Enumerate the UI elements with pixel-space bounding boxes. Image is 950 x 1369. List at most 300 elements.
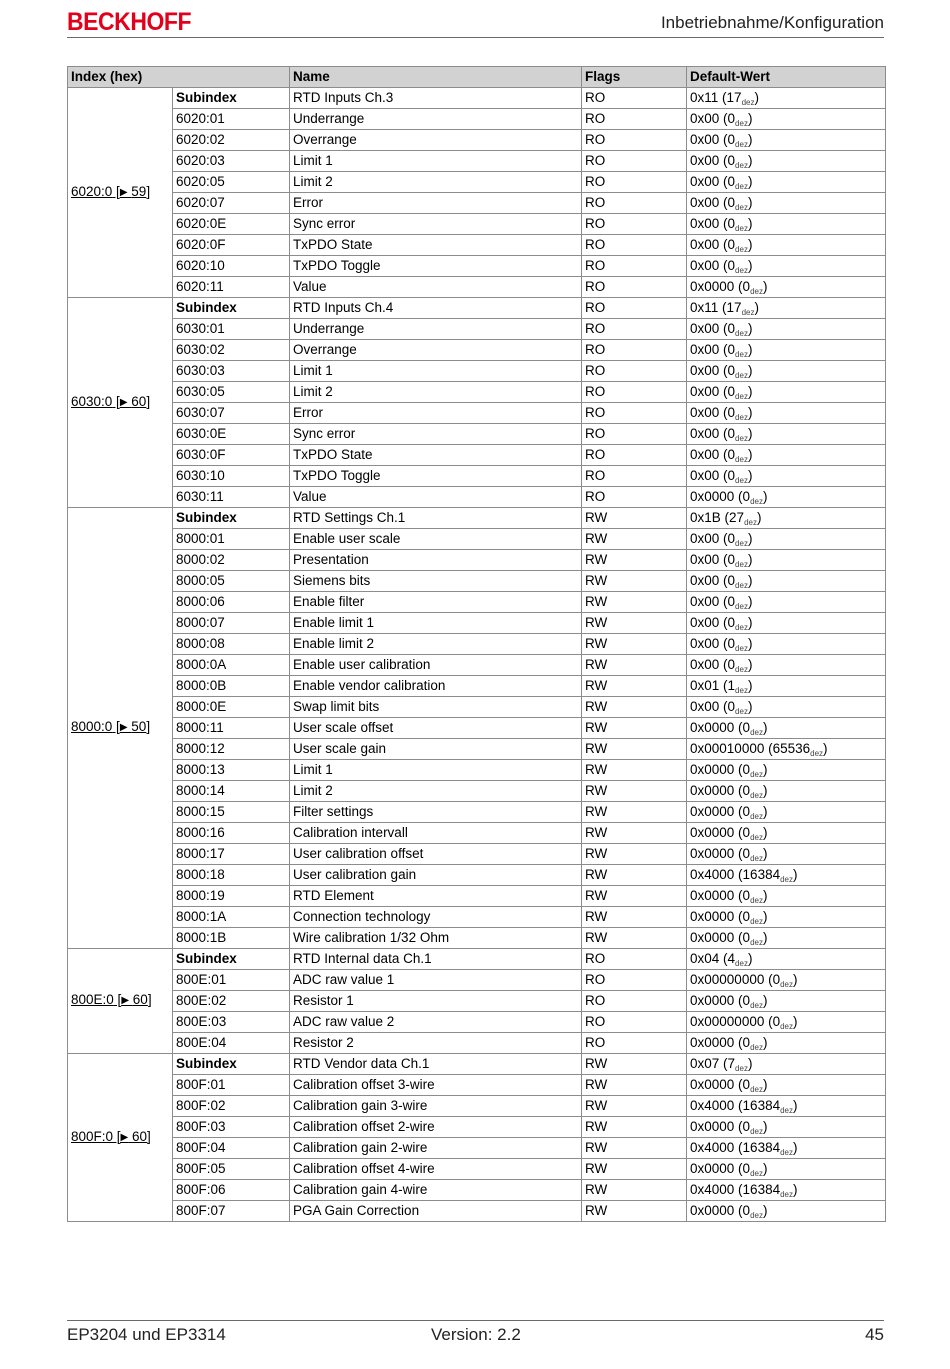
closing-paren: ): [747, 342, 753, 357]
flags-cell: RO: [582, 214, 687, 235]
table-row: [68, 781, 886, 802]
decimal-subscript: dez: [750, 1211, 763, 1220]
default-value-cell: [687, 277, 886, 298]
name-cell: Filter settings: [290, 802, 582, 823]
flags-cell: RW: [582, 550, 687, 571]
default-value: 0x00 (0: [690, 111, 736, 126]
decimal-subscript: dez: [735, 266, 748, 275]
closing-paren: ): [747, 153, 753, 168]
default-value: 0x0000 (0: [690, 846, 751, 861]
default-value-cell: [687, 970, 886, 991]
closing-paren: ): [747, 636, 753, 651]
default-value-cell: [687, 235, 886, 256]
decimal-subscript: dez: [750, 896, 763, 905]
subindex-cell: 6020:0F: [173, 235, 290, 256]
name-cell: Enable vendor calibration: [290, 676, 582, 697]
flags-cell: RW: [582, 634, 687, 655]
name-cell: Underrange: [290, 109, 582, 130]
default-value-cell: [687, 991, 886, 1012]
default-value-cell: [687, 109, 886, 130]
table-row: [68, 193, 886, 214]
default-value-cell: [687, 298, 886, 319]
closing-paren: ): [747, 447, 753, 462]
flags-cell: RO: [582, 424, 687, 445]
default-value-cell: [687, 424, 886, 445]
flags-cell: RO: [582, 382, 687, 403]
decimal-subscript: dez: [735, 539, 748, 548]
default-value: 0x0000 (0: [690, 930, 751, 945]
subindex-cell: 8000:12: [173, 739, 290, 760]
subindex-cell: 6020:11: [173, 277, 290, 298]
subindex-cell: Subindex: [173, 88, 290, 109]
name-cell: Swap limit bits: [290, 697, 582, 718]
subindex-cell: 6030:0F: [173, 445, 290, 466]
table-row: [68, 886, 886, 907]
default-value: 0x00 (0: [690, 321, 736, 336]
decimal-subscript: dez: [735, 245, 748, 254]
page-reference: 50: [131, 719, 147, 734]
default-value-cell: [687, 1201, 886, 1222]
default-value-cell: [687, 844, 886, 865]
name-cell: Limit 2: [290, 781, 582, 802]
index-value: 6020:0: [71, 183, 113, 199]
default-value: 0x11 (17: [690, 90, 742, 105]
flags-cell: RO: [582, 88, 687, 109]
decimal-subscript: dez: [735, 119, 748, 128]
flags-cell: RO: [582, 949, 687, 970]
object-dictionary-table: [67, 66, 886, 1222]
page-reference: 60: [132, 992, 148, 1007]
flags-cell: RW: [582, 865, 687, 886]
table-row: [68, 382, 886, 403]
default-value: 0x1B (27: [690, 510, 745, 525]
decimal-subscript: dez: [735, 623, 748, 632]
name-cell: Enable limit 2: [290, 634, 582, 655]
closing-paren: ): [747, 174, 753, 189]
default-value: 0x00 (0: [690, 174, 736, 189]
subindex-cell: 800F:02: [173, 1096, 290, 1117]
name-cell: RTD Settings Ch.1: [290, 508, 582, 529]
closing-paren: ): [747, 573, 753, 588]
subindex-cell: 800F:03: [173, 1117, 290, 1138]
default-value-cell: [687, 130, 886, 151]
index-link[interactable]: 800E:0 [▶ 60]: [71, 992, 152, 1007]
subindex-cell: 6030:03: [173, 361, 290, 382]
flags-cell: RO: [582, 361, 687, 382]
default-value: 0x0000 (0: [690, 1119, 751, 1134]
index-link[interactable]: 6030:0 [▶ 60]: [71, 393, 151, 409]
page-reference: 60: [132, 1128, 148, 1144]
closing-paren: ): [762, 909, 768, 924]
table-row: [68, 1159, 886, 1180]
default-value: 0x00 (0: [690, 657, 736, 672]
subindex-cell: 8000:06: [173, 592, 290, 613]
decimal-subscript: dez: [735, 959, 748, 968]
index-cell: [68, 949, 173, 1054]
flags-cell: RO: [582, 193, 687, 214]
table-row: [68, 445, 886, 466]
closing-paren: ): [762, 825, 768, 840]
default-value: 0x00 (0: [690, 426, 736, 441]
beckhoff-logo: BECKHOFF: [67, 8, 192, 36]
closing-paren: ): [747, 426, 753, 441]
decimal-subscript: dez: [750, 1127, 763, 1136]
table-row: [68, 802, 886, 823]
default-value: 0x04 (4: [690, 951, 736, 966]
flags-cell: RO: [582, 130, 687, 151]
decimal-subscript: dez: [750, 1169, 763, 1178]
name-cell: Calibration offset 2-wire: [290, 1117, 582, 1138]
decimal-subscript: dez: [735, 455, 748, 464]
default-value-cell: [687, 1096, 886, 1117]
triangle-right-icon: ▶: [120, 1131, 129, 1143]
closing-paren: ): [793, 1014, 798, 1029]
name-cell: RTD Vendor data Ch.1: [290, 1054, 582, 1075]
default-value: 0x00 (0: [690, 468, 736, 483]
closing-paren: ): [747, 384, 753, 399]
name-cell: User calibration gain: [290, 865, 582, 886]
default-value-cell: [687, 718, 886, 739]
default-value: 0x0000 (0: [690, 720, 751, 735]
default-value-cell: [687, 487, 886, 508]
default-value-cell: [687, 508, 886, 529]
decimal-subscript: dez: [735, 560, 748, 569]
col-header-name: Name: [290, 67, 582, 88]
subindex-cell: 800E:04: [173, 1033, 290, 1054]
default-value: 0x4000 (16384: [690, 1182, 781, 1197]
index-cell: [68, 508, 173, 949]
col-header-index: Index (hex): [68, 67, 290, 88]
table-row: [68, 697, 886, 718]
default-value: 0x00 (0: [690, 447, 736, 462]
subindex-cell: 8000:0E: [173, 697, 290, 718]
subindex-cell: 6030:10: [173, 466, 290, 487]
decimal-subscript: dez: [750, 917, 763, 926]
name-cell: Overrange: [290, 130, 582, 151]
flags-cell: RO: [582, 151, 687, 172]
decimal-subscript: dez: [750, 1085, 763, 1094]
flags-cell: RW: [582, 592, 687, 613]
flags-cell: RO: [582, 466, 687, 487]
table-row: [68, 277, 886, 298]
footer-page-number: 45: [865, 1325, 884, 1344]
default-value-cell: [687, 193, 886, 214]
default-value: 0x00 (0: [690, 153, 736, 168]
name-cell: User scale gain: [290, 739, 582, 760]
default-value-cell: [687, 529, 886, 550]
subindex-cell: 6020:03: [173, 151, 290, 172]
default-value: 0x0000 (0: [690, 762, 751, 777]
flags-cell: RO: [582, 277, 687, 298]
flags-cell: RO: [582, 109, 687, 130]
decimal-subscript: dez: [735, 371, 748, 380]
subindex-cell: 8000:19: [173, 886, 290, 907]
closing-paren: ): [747, 258, 753, 273]
footer-divider: [67, 1320, 884, 1321]
closing-paren: ): [747, 405, 753, 420]
default-value: 0x00 (0: [690, 237, 736, 252]
subindex-cell: 6020:0E: [173, 214, 290, 235]
subindex-cell: Subindex: [173, 508, 290, 529]
default-value: 0x00 (0: [690, 699, 736, 714]
table-row: [68, 151, 886, 172]
subindex-cell: 800F:06: [173, 1180, 290, 1201]
default-value-cell: [687, 445, 886, 466]
table-row: [68, 949, 886, 970]
closing-paren: ): [747, 216, 753, 231]
closing-paren: ): [762, 1035, 768, 1050]
name-cell: TxPDO Toggle: [290, 466, 582, 487]
decimal-subscript: dez: [780, 1148, 793, 1157]
default-value-cell: [687, 550, 886, 571]
default-value-cell: [687, 1159, 886, 1180]
decimal-subscript: dez: [735, 665, 748, 674]
name-cell: Enable user scale: [290, 529, 582, 550]
default-value-cell: [687, 1054, 886, 1075]
name-cell: Error: [290, 193, 582, 214]
subindex-cell: Subindex: [173, 949, 290, 970]
default-value: 0x00 (0: [690, 384, 736, 399]
decimal-subscript: dez: [750, 770, 763, 779]
decimal-subscript: dez: [741, 98, 755, 107]
default-value: 0x0000 (0: [690, 489, 751, 504]
default-value-cell: [687, 781, 886, 802]
closing-paren: ): [747, 321, 753, 336]
flags-cell: RO: [582, 340, 687, 361]
name-cell: Overrange: [290, 340, 582, 361]
flags-cell: RO: [582, 298, 687, 319]
subindex-cell: 6020:10: [173, 256, 290, 277]
footer-version: Version: 2.2: [431, 1325, 521, 1344]
index-link[interactable]: 800F:0 [▶ 60]: [71, 1128, 151, 1144]
default-value: 0x00 (0: [690, 342, 736, 357]
name-cell: Calibration gain 4-wire: [290, 1180, 582, 1201]
subindex-cell: 800F:05: [173, 1159, 290, 1180]
flags-cell: RW: [582, 508, 687, 529]
flags-cell: RO: [582, 991, 687, 1012]
default-value-cell: [687, 1138, 886, 1159]
closing-paren: ): [747, 1056, 753, 1071]
default-value-cell: [687, 1117, 886, 1138]
name-cell: RTD Internal data Ch.1: [290, 949, 582, 970]
table-row: [68, 340, 886, 361]
default-value: 0x0000 (0: [690, 909, 751, 924]
name-cell: Sync error: [290, 424, 582, 445]
table-row: [68, 634, 886, 655]
name-cell: Enable limit 1: [290, 613, 582, 634]
decimal-subscript: dez: [735, 224, 748, 233]
closing-paren: ): [762, 804, 768, 819]
closing-paren: ): [747, 678, 753, 693]
default-value-cell: [687, 634, 886, 655]
closing-paren: ): [793, 972, 798, 987]
name-cell: Enable filter: [290, 592, 582, 613]
name-cell: Sync error: [290, 214, 582, 235]
table-row: [68, 466, 886, 487]
closing-paren: ): [747, 615, 753, 630]
flags-cell: RO: [582, 172, 687, 193]
default-value: 0x00 (0: [690, 594, 736, 609]
table-row: [68, 298, 886, 319]
flags-cell: RW: [582, 739, 687, 760]
page-reference: 59: [131, 183, 147, 199]
closing-paren: ): [793, 867, 798, 882]
decimal-subscript: dez: [735, 203, 748, 212]
subindex-cell: 6020:05: [173, 172, 290, 193]
subindex-cell: 800E:01: [173, 970, 290, 991]
default-value: 0x0000 (0: [690, 1035, 751, 1050]
index-cell: [68, 88, 173, 298]
triangle-right-icon: ▶: [119, 186, 128, 198]
flags-cell: RO: [582, 1012, 687, 1033]
name-cell: Connection technology: [290, 907, 582, 928]
subindex-cell: 800F:01: [173, 1075, 290, 1096]
name-cell: Limit 2: [290, 382, 582, 403]
subindex-cell: 8000:11: [173, 718, 290, 739]
index-cell: [68, 1054, 173, 1222]
decimal-subscript: dez: [750, 728, 763, 737]
default-value-cell: [687, 613, 886, 634]
subindex-cell: 6030:07: [173, 403, 290, 424]
decimal-subscript: dez: [735, 392, 748, 401]
index-link[interactable]: 6020:0 [▶ 59]: [71, 183, 151, 199]
default-value-cell: [687, 676, 886, 697]
flags-cell: RO: [582, 319, 687, 340]
default-value: 0x00 (0: [690, 573, 736, 588]
default-value-cell: [687, 340, 886, 361]
table-row: [68, 1180, 886, 1201]
default-value-cell: [687, 403, 886, 424]
default-value-cell: [687, 949, 886, 970]
name-cell: Siemens bits: [290, 571, 582, 592]
decimal-subscript: dez: [780, 875, 793, 884]
decimal-subscript: dez: [750, 1043, 763, 1052]
closing-paren: ): [747, 363, 753, 378]
decimal-subscript: dez: [750, 938, 763, 947]
name-cell: RTD Inputs Ch.3: [290, 88, 582, 109]
decimal-subscript: dez: [744, 518, 757, 527]
triangle-right-icon: ▶: [119, 722, 128, 733]
default-value: 0x00 (0: [690, 615, 736, 630]
default-value: 0x00 (0: [690, 195, 736, 210]
table-row: [68, 739, 886, 760]
flags-cell: RW: [582, 1180, 687, 1201]
table-row: [68, 1012, 886, 1033]
name-cell: Resistor 1: [290, 991, 582, 1012]
name-cell: Error: [290, 403, 582, 424]
closing-paren: ): [747, 594, 753, 609]
name-cell: TxPDO State: [290, 445, 582, 466]
closing-paren: ): [754, 300, 759, 315]
closing-paren: ): [762, 1203, 768, 1218]
table-row: [68, 319, 886, 340]
decimal-subscript: dez: [780, 980, 793, 989]
closing-paren: ): [762, 1077, 768, 1092]
default-value-cell: [687, 655, 886, 676]
closing-paren: ): [793, 1098, 798, 1113]
decimal-subscript: dez: [735, 329, 748, 338]
table-row: [68, 1201, 886, 1222]
closing-paren: ): [762, 720, 768, 735]
flags-cell: RO: [582, 445, 687, 466]
default-value: 0x01 (1: [690, 678, 736, 693]
index-value: 6030:0: [71, 393, 113, 409]
default-value-cell: [687, 592, 886, 613]
subindex-cell: Subindex: [173, 298, 290, 319]
flags-cell: RW: [582, 928, 687, 949]
default-value: 0x00 (0: [690, 405, 736, 420]
default-value: 0x00 (0: [690, 216, 736, 231]
table-row: [68, 1054, 886, 1075]
default-value: 0x4000 (16384: [690, 1098, 781, 1113]
flags-cell: RO: [582, 256, 687, 277]
subindex-cell: 8000:13: [173, 760, 290, 781]
subindex-cell: 6030:05: [173, 382, 290, 403]
flags-cell: RW: [582, 718, 687, 739]
name-cell: Calibration offset 4-wire: [290, 1159, 582, 1180]
index-link[interactable]: 8000:0 [▶ 50]: [71, 719, 151, 734]
table-row: [68, 361, 886, 382]
default-value: 0x0000 (0: [690, 1161, 751, 1176]
name-cell: TxPDO Toggle: [290, 256, 582, 277]
default-value: 0x0000 (0: [690, 804, 751, 819]
default-value: 0x00 (0: [690, 531, 736, 546]
flags-cell: RO: [582, 487, 687, 508]
decimal-subscript: dez: [735, 581, 748, 590]
flags-cell: RO: [582, 1033, 687, 1054]
subindex-cell: 6020:02: [173, 130, 290, 151]
decimal-subscript: dez: [735, 182, 748, 191]
subindex-cell: 6030:01: [173, 319, 290, 340]
default-value: 0x0000 (0: [690, 888, 751, 903]
subindex-cell: 8000:1A: [173, 907, 290, 928]
name-cell: User scale offset: [290, 718, 582, 739]
default-value: 0x0000 (0: [690, 993, 751, 1008]
subindex-cell: 6030:11: [173, 487, 290, 508]
closing-paren: ): [762, 888, 768, 903]
flags-cell: RW: [582, 907, 687, 928]
decimal-subscript: dez: [741, 308, 755, 317]
subindex-cell: 8000:18: [173, 865, 290, 886]
name-cell: Calibration gain 2-wire: [290, 1138, 582, 1159]
closing-paren: ): [747, 468, 753, 483]
default-value: 0x0000 (0: [690, 1077, 751, 1092]
table-row: [68, 1138, 886, 1159]
closing-paren: ): [762, 993, 768, 1008]
default-value-cell: [687, 88, 886, 109]
default-value: 0x4000 (16384: [690, 867, 781, 882]
subindex-cell: 6030:0E: [173, 424, 290, 445]
default-value: 0x0000 (0: [690, 783, 751, 798]
index-cell: [68, 298, 173, 508]
name-cell: Underrange: [290, 319, 582, 340]
table-row: [68, 760, 886, 781]
closing-paren: ): [747, 531, 753, 546]
table-row: [68, 1033, 886, 1054]
decimal-subscript: dez: [735, 1064, 748, 1073]
subindex-cell: 8000:15: [173, 802, 290, 823]
name-cell: PGA Gain Correction: [290, 1201, 582, 1222]
table-row: [68, 88, 886, 109]
decimal-subscript: dez: [735, 644, 748, 653]
table-header-row: [68, 67, 886, 88]
closing-paren: ): [762, 783, 768, 798]
table-row: [68, 109, 886, 130]
default-value-cell: [687, 214, 886, 235]
table-row: [68, 970, 886, 991]
default-value-cell: [687, 172, 886, 193]
default-value-cell: [687, 760, 886, 781]
